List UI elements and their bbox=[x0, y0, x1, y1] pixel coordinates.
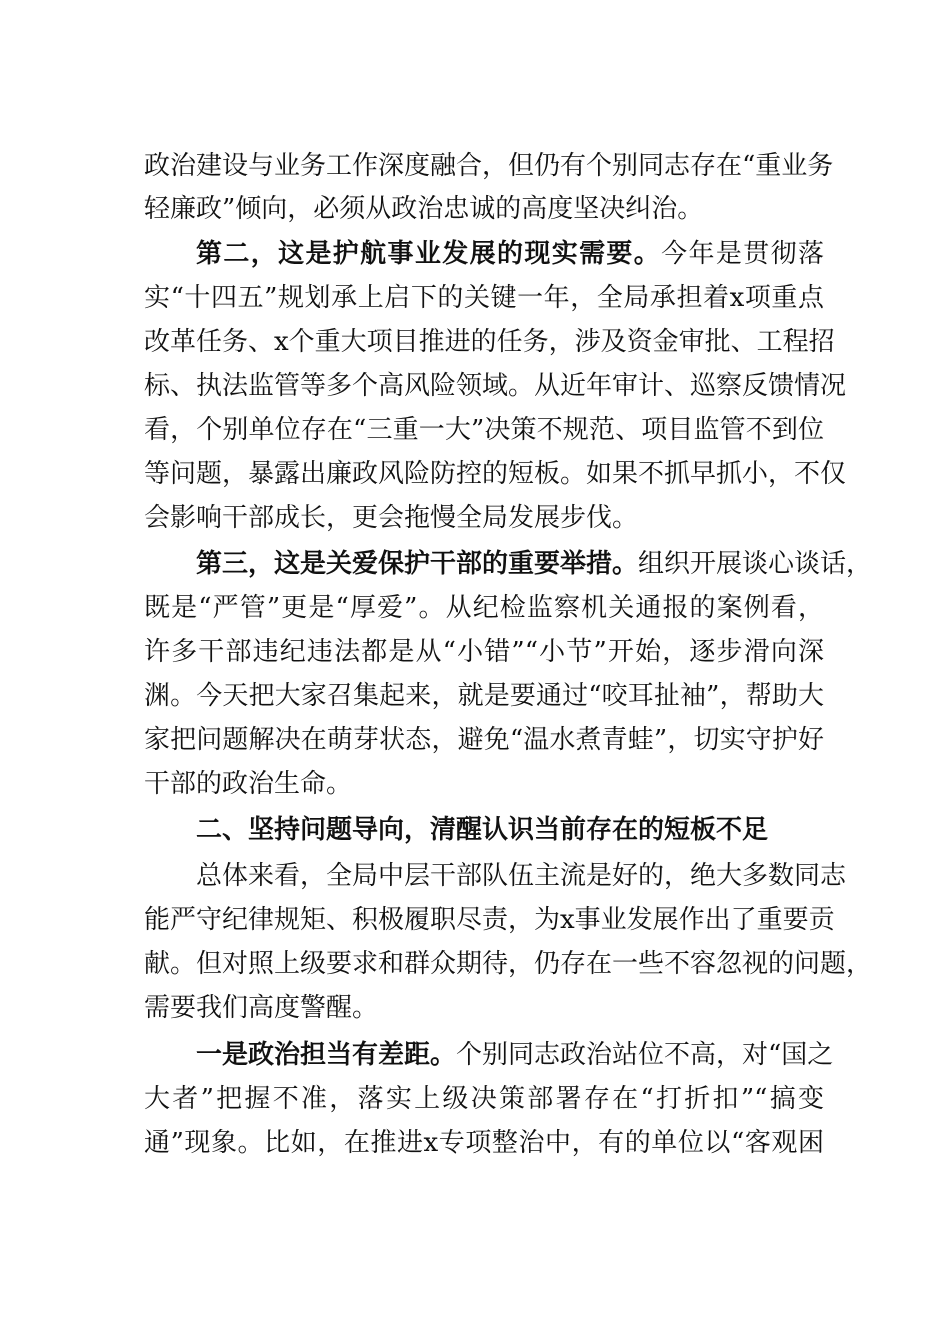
paragraph-line: 轻廉政”倾向，必须从政治忠诚的高度坚决纠治。 bbox=[144, 194, 704, 224]
paragraph-line: 看，个别单位存在“三重一大”决策不规范、项目监管不到位 bbox=[144, 415, 824, 445]
paragraph-line: 需要我们高度警醒。 bbox=[144, 993, 379, 1023]
paragraph-first-line: 总体来看，全局中层干部队伍主流是好的，绝大多数同志 bbox=[196, 861, 847, 891]
paragraph-lead: 第二，这是护航事业发展的现实需要。 bbox=[196, 239, 662, 269]
paragraph-first-line bbox=[196, 1035, 834, 1075]
paragraph-text: 组织开展谈心谈话， bbox=[638, 549, 873, 579]
paragraph-first-line bbox=[196, 234, 824, 274]
paragraph-line: 大者”把握不准，落实上级决策部署存在“打折扣”“搞变 bbox=[144, 1084, 824, 1114]
paragraph-line: 等问题，暴露出廉政风险防控的短板。如果不抓早抓小，不仅 bbox=[144, 459, 847, 489]
paragraph-line: 改革任务、x个重大项目推进的任务，涉及资金审批、工程招 bbox=[144, 327, 835, 357]
paragraph-line: 标、执法监管等多个高风险领域。从近年审计、巡察反馈情况 bbox=[144, 371, 847, 401]
paragraph-lead: 一是政治担当有差距。 bbox=[196, 1040, 457, 1070]
paragraph-line: 干部的政治生命。 bbox=[144, 769, 353, 799]
section-heading: 二、坚持问题导向，清醒认识当前存在的短板不足 bbox=[196, 815, 769, 845]
paragraph-lead: 第三，这是关爱保护干部的重要举措。 bbox=[196, 549, 639, 579]
paragraph-first-line bbox=[196, 544, 873, 584]
paragraph-line: 家把问题解决在萌芽状态，避免“温水煮青蛙”，切实守护好 bbox=[144, 725, 824, 755]
paragraph-line: 献。但对照上级要求和群众期待，仍存在一些不容忽视的问题， bbox=[144, 949, 873, 979]
paragraph-line: 渊。今天把大家召集起来，就是要通过“咬耳扯袖”，帮助大 bbox=[144, 681, 824, 711]
paragraph-line: 通”现象。比如，在推进x专项整治中，有的单位以“客观困 bbox=[144, 1128, 824, 1158]
paragraph-line: 实“十四五”规划承上启下的关键一年，全局承担着x项重点 bbox=[144, 283, 824, 313]
paragraph-text: 今年是贯彻落 bbox=[661, 239, 824, 269]
paragraph-line: 许多干部违纪违法都是从“小错”“小节”开始，逐步滑向深 bbox=[144, 637, 824, 667]
paragraph-line: 既是“严管”更是“厚爱”。从纪检监察机关通报的案例看， bbox=[144, 593, 824, 623]
paragraph-line: 政治建设与业务工作深度融合，但仍有个别同志存在“重业务 bbox=[144, 151, 834, 181]
paragraph-line: 会影响干部成长，更会拖慢全局发展步伐。 bbox=[144, 503, 639, 533]
paragraph-text: 个别同志政治站位不高，对“国之 bbox=[456, 1040, 834, 1070]
paragraph-line: 能严守纪律规矩、积极履职尽责，为x事业发展作出了重要贡 bbox=[144, 905, 835, 935]
